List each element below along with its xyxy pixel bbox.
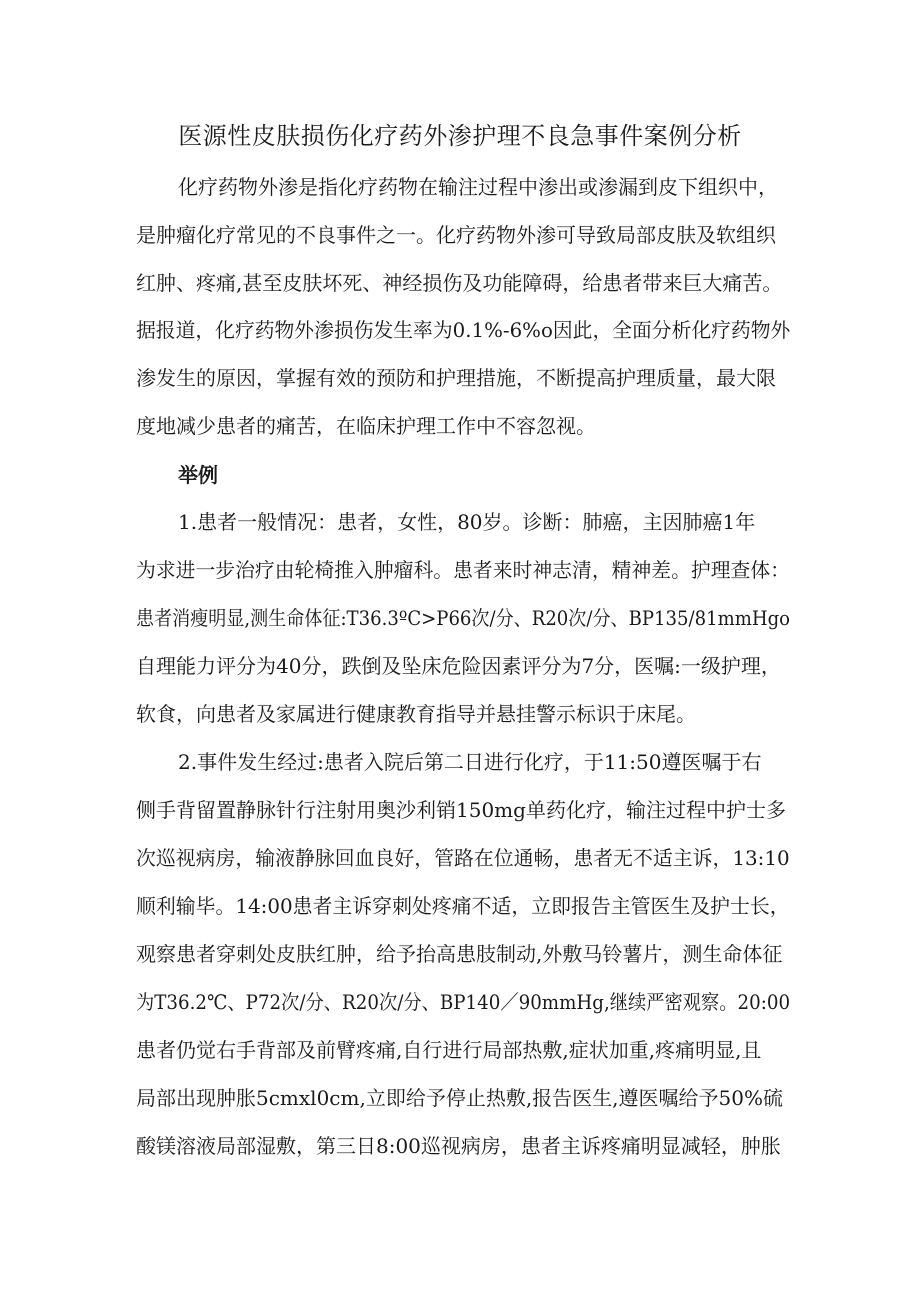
case2-line: 顺利输毕。14:00患者主诉穿刺处疼痛不适，立即报告主管医生及护士长， [136,894,790,918]
intro-line: 渗发生的原因，掌握有效的预防和护理措施，不断提高护理质量，最大限 [136,366,776,390]
case1-line: 为求进一步治疗由轮椅推入肿瘤科。患者来时神志清，精神差。护理查体： [136,558,790,582]
intro-line: 据报道，化疗药物外渗损伤发生率为0.1%-6%o因此，全面分析化疗药物外 [136,318,791,342]
case1-line: 1.患者一般情况：患者，女性，80岁。诊断：肺癌，主因肺癌1年 [178,510,756,534]
intro-line: 化疗药物外渗是指化疗药物在输注过程中渗出或渗漏到皮下组织中， [178,175,778,199]
case1-line: 自理能力评分为40分，跌倒及坠床危险因素评分为7分，医嘱:一级护理， [136,654,781,678]
case2-line: 为T36.2℃、P72次/分、R20次/分、BP140／90mmHg,继续严密观察。20:00 [136,990,791,1014]
case2-line: 局部出现肿胀5cmxl0cm,立即给予停止热敷,报告医生,遵医嘱给予50%硫 [136,1086,783,1110]
case2-line: 次巡视病房，输液静脉回血良好，管路在位通畅，患者无不适主诉，13:10 [136,846,790,870]
section-heading: 举例 [178,463,218,487]
case2-line: 观察患者穿刺处皮肤红肿，给予抬高患肢制动,外敷马铃薯片，测生命体征 [136,942,783,966]
intro-line: 是肿瘤化疗常见的不良事件之一。化疗药物外渗可导致局部皮肤及软组织 [136,223,776,247]
intro-line: 红肿、疼痛,甚至皮肤坏死、神经损伤及功能障碍，给患者带来巨大痛苦。 [136,271,783,295]
case1-line: 软食，向患者及家属进行健康教育指导并悬挂警示标识于床尾。 [136,702,696,726]
case2-line: 酸镁溶液局部湿敷，第三日8:00巡视病房，患者主诉疼痛明显减轻，肿胀 [136,1134,781,1158]
case1-line: 患者消瘦明显,测生命体征:T36.3ºC>P66次/分、R20次/分、BP135/81mmHgo [136,606,791,630]
document-title: 医源性皮肤损伤化疗药外渗护理不良急事件案例分析 [178,122,742,150]
intro-line: 度地减少患者的痛苦，在临床护理工作中不容忽视。 [136,414,596,438]
case2-line: 侧手背留置静脉针行注射用奥沙利销150mg单药化疗，输注过程中护士多 [136,798,786,822]
case2-line: 患者仍觉右手背部及前臂疼痛,自行进行局部热敷,症状加重,疼痛明显,且 [136,1038,762,1062]
case2-line: 2.事件发生经过:患者入院后第二日进行化疗，于11:50遵医嘱于右 [178,750,762,774]
